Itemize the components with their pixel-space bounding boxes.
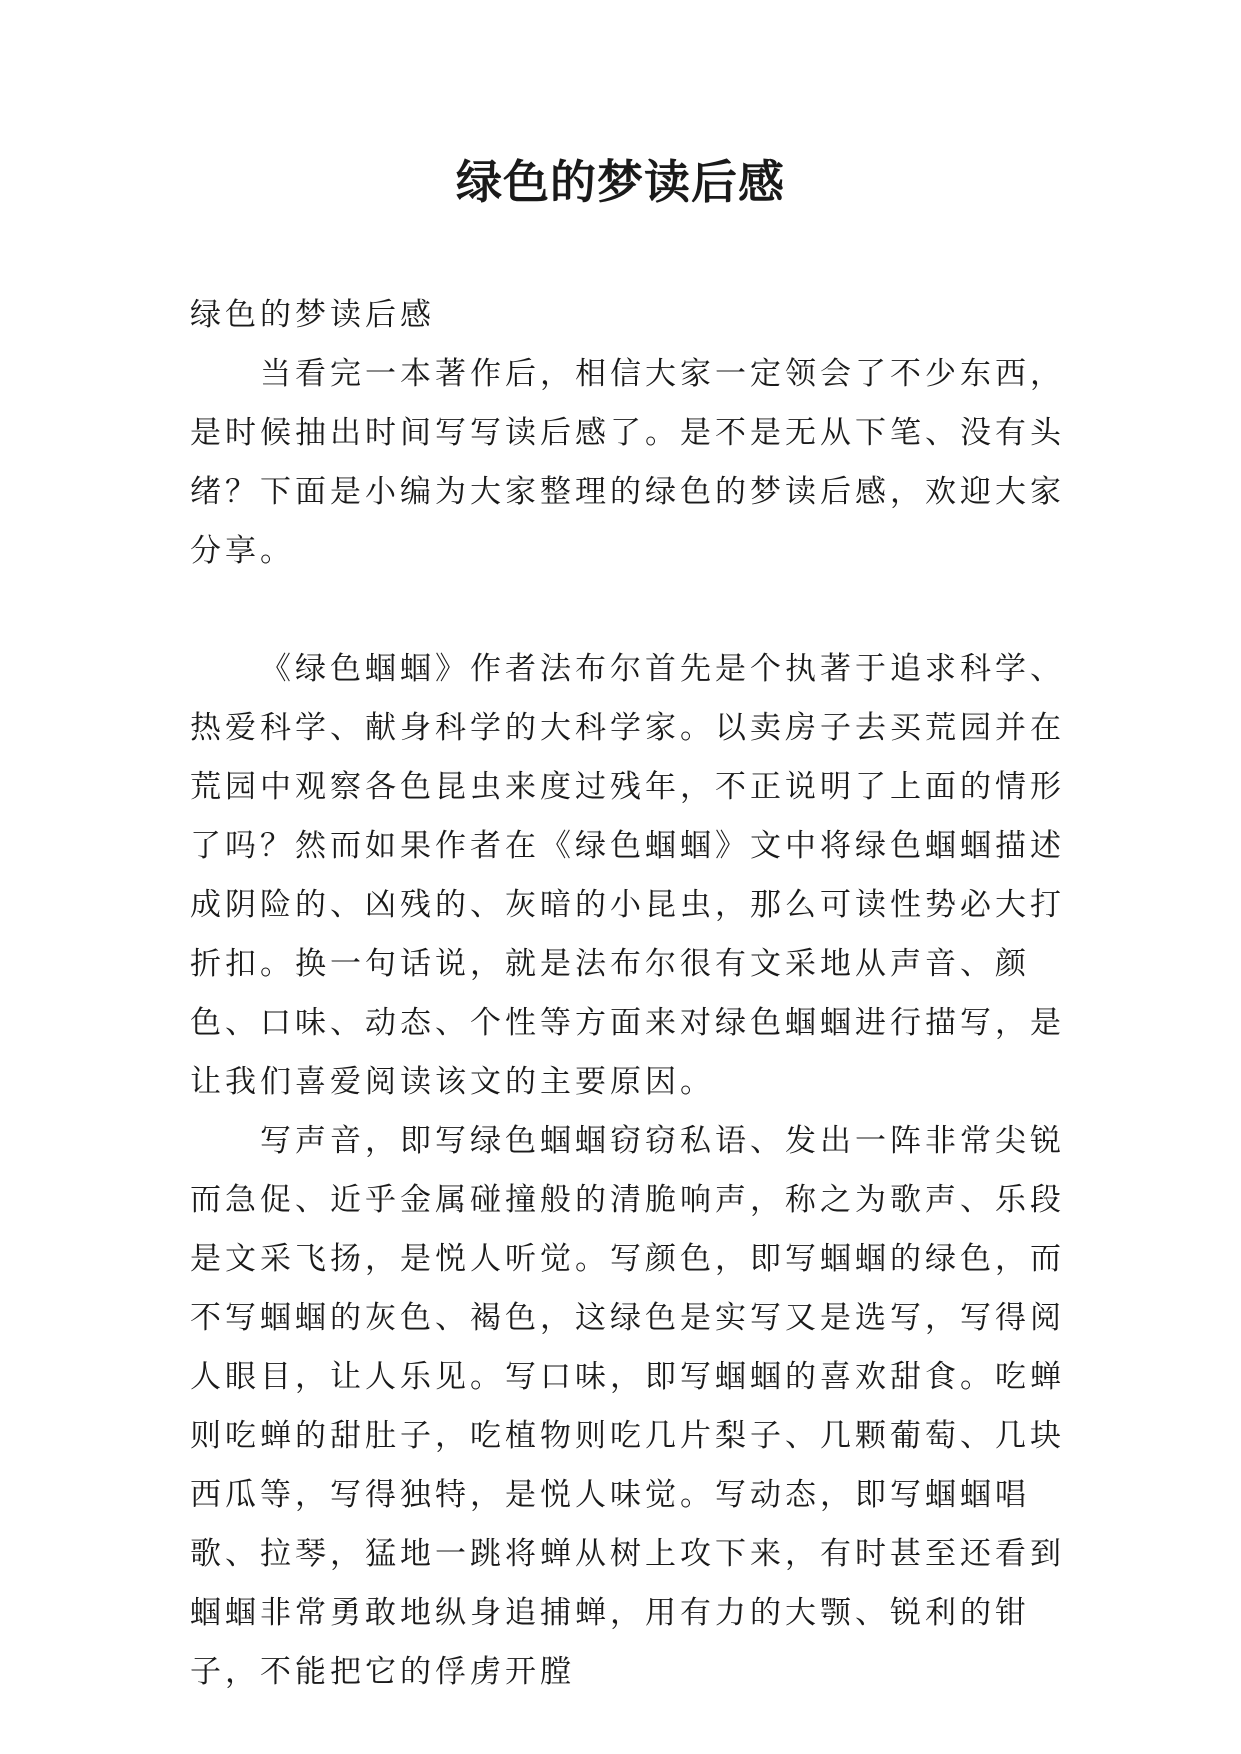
document-subtitle: 绿色的梦读后感: [190, 297, 435, 333]
body-paragraph-1: 《绿色蝈蝈》作者法布尔首先是个执著于追求科学、热爱科学、献身科学的大科学家。以卖房子去买荒园并在荒园中观察各色昆虫来度过残年，不正说明了上面的情形了吗？然而如果作者在《绿色蝈蝈》文中将绿色蝈蝈描述成阴险的、凶残的、灰暗的小昆虫，那么可读性势必大打折扣。换一句话说，就是法布尔很有文采地从声音、颜色、口味、动态、个性等方面来对绿色蝈蝈进行描写，是让我们喜爱阅读该文的主要原因。: [190, 651, 1065, 1100]
intro-paragraph: 当看完一本著作后，相信大家一定领会了不少东西，是时候抽出时间写写读后感了。是不是无从下笔、没有头绪？下面是小编为大家整理的绿色的梦读后感，欢迎大家分享。: [190, 356, 1065, 569]
document-body: [190, 286, 1070, 1702]
document-title: 绿色的梦读后感: [456, 155, 785, 209]
body-paragraph-2: 写声音，即写绿色蝈蝈窃窃私语、发出一阵非常尖锐而急促、近乎金属碰撞般的清脆响声，称之为歌声、乐段是文采飞扬，是悦人听觉。写颜色，即写蝈蝈的绿色，而不写蝈蝈的灰色、褐色，这绿色是实写又是选写，写得阅人眼目，让人乐见。写口味，即写蝈蝈的喜欢甜食。吃蝉则吃蝉的甜肚子，吃植物则吃几片梨子、几颗葡萄、几块西瓜等，写得独特，是悦人味觉。写动态，即写蝈蝈唱歌、拉琴，猛地一跳将蝉从树上攻下来，有时甚至还看到蝈蝈非常勇敢地纵身追捕蝉，用有力的大颚、锐利的钳子，不能把它的俘虏开膛: [190, 1123, 1065, 1690]
